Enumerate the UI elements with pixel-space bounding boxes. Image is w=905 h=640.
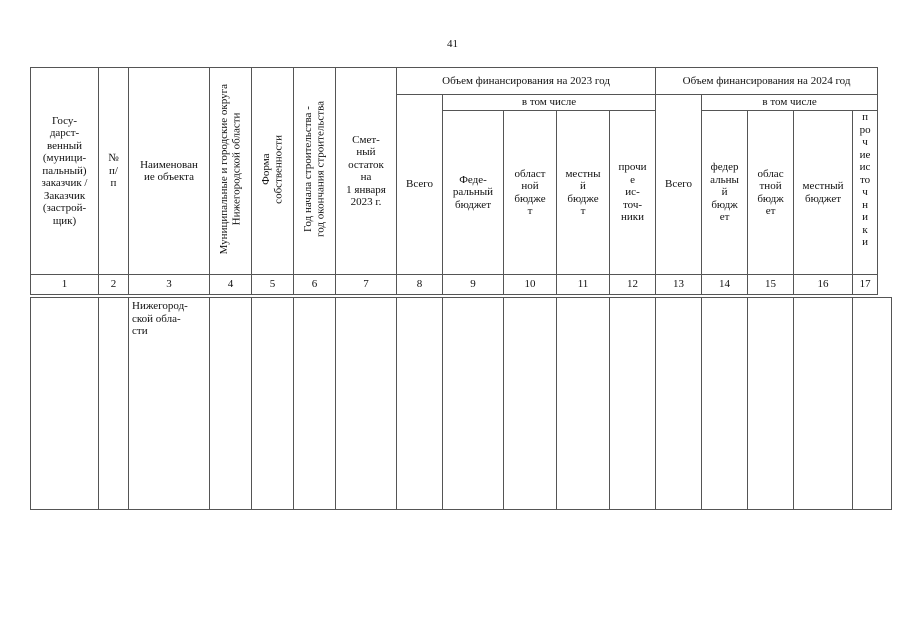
header-2023-local: местны й бюдже т [557,111,610,275]
funding-table-header [30,67,878,295]
cell-2023-total [397,298,443,510]
header-2024-including: в том числе [702,95,878,111]
column-number: 16 [794,275,853,295]
cell-customer [31,298,99,510]
header-2023-total: Всего [397,95,443,275]
page-number: 41 [447,38,458,50]
cell-2024-federal [702,298,748,510]
funding-table-body [30,297,892,510]
cell-construction-years [294,298,336,510]
column-number: 10 [504,275,557,295]
column-number: 9 [443,275,504,295]
table-row [31,298,892,510]
column-number: 11 [557,275,610,295]
header-2024-local: местный бюджет [794,111,853,275]
header-2024-total: Всего [656,95,702,275]
cell-object-name: Нижегород- ской обла- сти [129,298,210,510]
column-number: 8 [397,275,443,295]
header-2023-regional: област ной бюдже т [504,111,557,275]
header-2024-federal: федер альны й бюдж ет [702,111,748,275]
column-number: 5 [252,275,294,295]
cell-municipality [210,298,252,510]
header-2023-federal: Феде- ральный бюджет [443,111,504,275]
header-municipality: Муниципальные и городские округа Нижегородской области [210,68,252,275]
header-funding-2023-title: Объем финансирования на 2023 год [397,68,656,95]
column-number: 1 [31,275,99,295]
column-number: 4 [210,275,252,295]
cell-2023-federal [443,298,504,510]
header-funding-2024-title: Объем финансирования на 2024 год [656,68,878,95]
header-2023-other: прочи е ис- точ- ники [610,111,656,275]
header-2024-other: п ро ч ие ис то ч н и к и [853,111,878,275]
header-ownership: Форма собственности [252,68,294,275]
cell-number [99,298,129,510]
cell-2024-total [656,298,702,510]
header-estimated-balance: Смет- ный остаток на 1 января 2023 г. [336,68,397,275]
column-number: 14 [702,275,748,295]
header-2024-regional: облас тной бюдж ет [748,111,794,275]
column-number: 13 [656,275,702,295]
cell-estimated-balance [336,298,397,510]
column-number: 6 [294,275,336,295]
cell-2024-local [794,298,853,510]
cell-2023-other [610,298,656,510]
column-number: 3 [129,275,210,295]
cell-2024-regional [748,298,794,510]
column-number: 2 [99,275,129,295]
header-2023-including: в том числе [443,95,656,111]
cell-2023-local [557,298,610,510]
column-number: 17 [853,275,878,295]
header-object-name: Наименован ие объекта [129,68,210,275]
header-construction-years: Год начала строительства - год окончания строительства [294,68,336,275]
column-number-row [31,275,878,295]
header-customer: Госу- дарст- венный (муници- пальный) заказчик / Заказчик (застрой- щик) [31,68,99,275]
header-number: № п/ п [99,68,129,275]
column-number: 7 [336,275,397,295]
column-number: 12 [610,275,656,295]
column-number: 15 [748,275,794,295]
cell-ownership [252,298,294,510]
cell-2024-other [853,298,892,510]
cell-2023-regional [504,298,557,510]
